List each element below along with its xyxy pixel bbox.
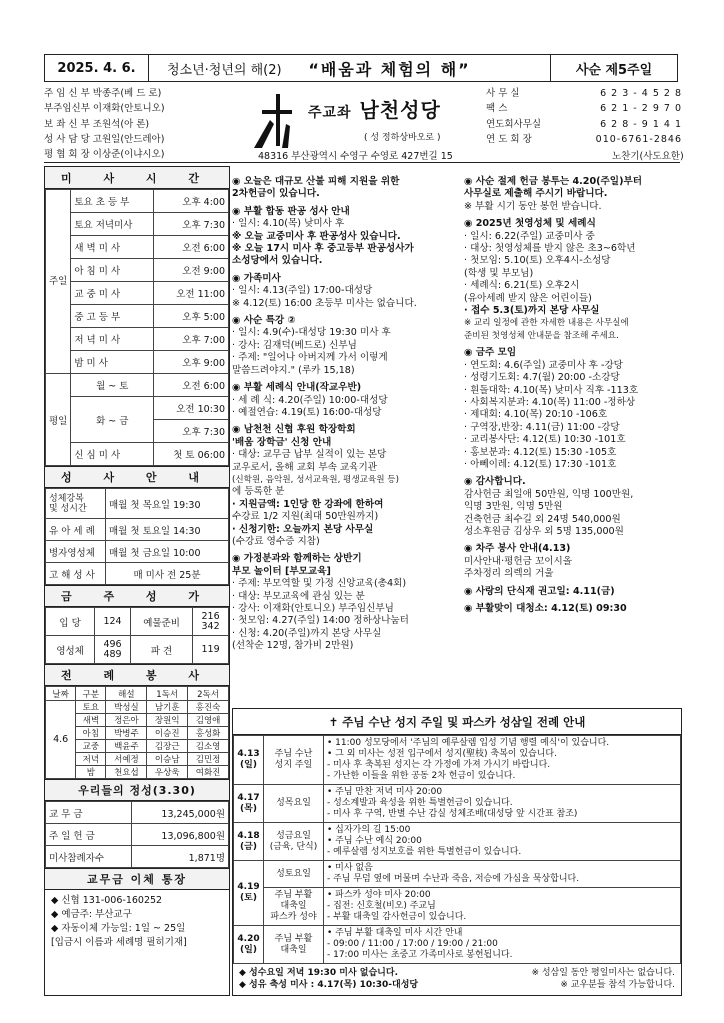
mass-time: 오후 7:00 bbox=[154, 328, 229, 351]
hw-details: • 미사 없음 - 주님 무덤 옆에 머물며 수난과 죽음, 저승에 가심을 묵상합니다. bbox=[324, 861, 681, 888]
mass-name: 아 침 미 사 bbox=[71, 259, 154, 282]
notice-item: ◉ 사순 특강 ② · 일시: 4.9(수)-대성당 19:30 미사 후 · 강사: 김재덕(베드로) 신부님 · 주제: "일어나 아버지께 가서 이렇게 말씀드려야지." (루카 15,18) bbox=[232, 315, 391, 376]
clergy-row: 평 협 회 장 이상준(이냐시오) bbox=[44, 149, 165, 161]
hymn-label: 파 견 bbox=[130, 636, 192, 664]
mass-name: 신 심 미 사 bbox=[71, 443, 154, 466]
mass-name: 교 중 미 사 bbox=[71, 282, 154, 305]
servers-cell: 김영애 bbox=[188, 714, 229, 727]
contact-row: 연 도 회 장 010-6761-2846 bbox=[486, 133, 682, 145]
sunday-label: 주일 bbox=[46, 190, 71, 374]
sacraments-table bbox=[45, 488, 229, 585]
contact-row: 사 무 실 6 2 3 - 4 5 2 8 bbox=[486, 88, 682, 99]
notice-item: ◉ 사랑의 단식재 권고일: 4.11(금) bbox=[464, 585, 615, 597]
mass-name: 토요 저녁미사 bbox=[71, 213, 154, 236]
year-theme: 청소년·청년의 해(2) bbox=[167, 62, 282, 78]
servers-cell: 홍성화 bbox=[188, 727, 229, 740]
holy-week-title: ✝ 주님 수난 성지 주일 및 파스카 성삼일 전례 안내 bbox=[233, 709, 681, 735]
church-address: 48316 부산광역시 수영구 수영로 427번길 15 bbox=[258, 151, 453, 162]
notice-item: ◉ 부활 합동 판공 성사 안내 · 일시: 4.10(목) 낮미사 후 ※ 오늘 교중미사 후 판공성사 있습니다. ※ 오늘 17시 미사 후 중고등부 판공성사가 소성당에서 있습니다. bbox=[232, 205, 414, 267]
offering-label: 교 무 금 bbox=[46, 802, 132, 824]
sacrament-time: 매 미사 전 25분 bbox=[106, 563, 229, 585]
servers-cell: 이승진 bbox=[147, 727, 188, 740]
hymn-credit: 노찬기(사도요한) bbox=[612, 151, 684, 162]
mass-times-title: 미 사 시 간 bbox=[45, 167, 229, 189]
servers-cell: 우상욱 bbox=[147, 766, 188, 779]
servers-title: 전 례 봉 사 bbox=[45, 664, 229, 686]
notice-item: ◉ 부활맞이 대청소: 4.12(토) 09:30 bbox=[464, 603, 627, 614]
hw-date: 4.13 (일) bbox=[234, 736, 264, 785]
servers-cell: 백윤주 bbox=[106, 740, 147, 753]
servers-cell: 박성실 bbox=[106, 701, 147, 714]
servers-header: 구분 bbox=[76, 687, 106, 701]
offering-label: 주 일 헌 금 bbox=[46, 824, 132, 846]
hymn-label: 예물준비 bbox=[130, 608, 192, 636]
notice-item: ◉ 가족미사 · 일시: 4.13(주일) 17:00-대성당 ※ 4.12(토) 16:00 초등부 미사는 없습니다. bbox=[232, 272, 417, 309]
clergy-list bbox=[44, 86, 246, 162]
servers-cell: 여화진 bbox=[188, 766, 229, 779]
servers-cell: 교중 bbox=[76, 740, 106, 753]
servers-cell: 새벽 bbox=[76, 714, 106, 727]
servers-cell: 김민정 bbox=[188, 753, 229, 766]
sacraments-title: 성 사 안 내 bbox=[45, 466, 229, 488]
servers-cell: 밤 bbox=[76, 766, 106, 779]
servers-cell: 김장근 bbox=[147, 740, 188, 753]
mass-name: 월 ~ 토 bbox=[71, 374, 154, 397]
mass-name: 화 ~ 금 bbox=[71, 397, 154, 443]
mass-time: 오전 10:30 bbox=[154, 397, 229, 420]
church-name: 주교좌 남천성당 bbox=[308, 98, 441, 122]
servers-cell: 정은아 bbox=[106, 714, 147, 727]
sacrament-name: 고 해 성 사 bbox=[46, 563, 106, 585]
hw-details: • 11:00 성모당에서 '주님의 예루살렘 입성 기념 행렬 예식'이 있습니다. • 그 외 미사는 성전 입구에서 성지(聖枝) 축복이 있습니다. - 미사 후 축복된 성지는 각 가정에 가져 가시기 바랍니다. - 가난한 이들을 위한 공동 2차 헌금이 있습니다. bbox=[324, 736, 681, 785]
bank-line: [입금시 이름과 세례명 필히기재] bbox=[51, 937, 187, 948]
contact-row: 연도회사무실 6 2 8 - 9 1 4 1 bbox=[486, 118, 682, 130]
notices-middle bbox=[232, 176, 460, 658]
mass-time: 오후 4:00 bbox=[154, 190, 229, 213]
offering-table bbox=[45, 801, 229, 868]
hymn-label: 영성체 bbox=[46, 636, 95, 664]
church-patron: ( 성 정하상바오로 ) bbox=[364, 133, 441, 143]
notices-right bbox=[464, 176, 682, 620]
notice-item: ◉ 차주 봉사 안내(4.13) 미사안내·평헌금 꼬이시올 주차정리 의렉의 거울 bbox=[464, 543, 573, 580]
sacrament-time: 매월 첫 목요일 19:30 bbox=[106, 489, 229, 519]
clergy-row: 주 임 신 부 박종주(베 드 로) bbox=[44, 88, 162, 99]
sacrament-time: 매월 첫 금요일 10:00 bbox=[106, 541, 229, 563]
clergy-row: 보 좌 신 부 조원석(아 론) bbox=[44, 118, 150, 130]
holy-week-table bbox=[233, 735, 681, 964]
sacrament-name: 병자영성체 bbox=[46, 541, 106, 563]
servers-cell: 박병주 bbox=[106, 727, 147, 740]
servers-header: 1독서 bbox=[147, 687, 188, 701]
hw-details: • 주님 부활 대축일 미사 시간 안내 - 09:00 / 11:00 / 17:00 / 19:00 / 21:00 - 17:00 미사는 초중고 가족미사로 봉헌됩니다. bbox=[324, 926, 681, 964]
hw-name: 성금요일 (금육, 단식) bbox=[264, 823, 324, 861]
servers-header: 날짜 bbox=[46, 687, 76, 701]
hymn-number: 216 342 bbox=[193, 608, 229, 636]
offering-value: 1,871명 bbox=[131, 846, 228, 868]
mass-time: 오후 9:00 bbox=[154, 351, 229, 374]
hw-foot-note: ◆ 성수요일 저녁 19:30 미사 없습니다. bbox=[239, 968, 398, 978]
bank-line: ◆ 예금주: 부산교구 bbox=[51, 909, 132, 920]
theme-title: “배움과 체험의 해” bbox=[229, 55, 551, 81]
sacrament-name: 유 아 세 례 bbox=[46, 519, 106, 541]
servers-cell: 서예정 bbox=[106, 753, 147, 766]
notice-item: ◉ 오늘은 대규모 산불 피해 지원을 위한 2차헌금이 있습니다. bbox=[232, 176, 400, 200]
mass-time: 오후 5:00 bbox=[154, 305, 229, 328]
cross-logo-icon bbox=[252, 90, 302, 150]
clergy-row: 부주임신부 이재화(안토니오) bbox=[44, 103, 165, 115]
offering-value: 13,245,000원 bbox=[131, 802, 228, 824]
hymn-number: 496 489 bbox=[95, 636, 131, 664]
bank-line: ◆ 자동이체 가능일: 1일 ~ 25일 bbox=[51, 923, 186, 934]
hw-details: • 주님 만찬 저녁 미사 20:00 - 성소계발과 육성을 위한 특별헌금이 있습니다. - 미사 후 구역, 반별 수난 감실 성체조배(대성당 앞 시간표 참조) bbox=[324, 785, 681, 823]
left-column bbox=[44, 166, 230, 996]
notice-item: ◉ 사순 절제 헌금 봉투는 4.20(주일)부터 사무실로 제출해 주시기 바랍니다. ※ 부활 시기 동안 봉헌 받습니다. bbox=[464, 176, 642, 212]
servers-cell: 홍진숙 bbox=[188, 701, 229, 714]
mass-name: 중 고 등 부 bbox=[71, 305, 154, 328]
mass-name: 저 녁 미 사 bbox=[71, 328, 154, 351]
mass-time: 오전 11:00 bbox=[154, 282, 229, 305]
servers-cell: 이승남 bbox=[147, 753, 188, 766]
mass-time: 오전 6:00 bbox=[154, 374, 229, 397]
mass-time: 오후 7:30 bbox=[154, 420, 229, 443]
servers-cell: 김소영 bbox=[188, 740, 229, 753]
hw-details: • 십자가의 길 15:00 • 주님 수난 예식 20:00 - 예루살렘 성지보호를 위한 특별헌금이 있습니다. bbox=[324, 823, 681, 861]
hymns-title: 금 주 성 가 bbox=[45, 585, 229, 607]
notice-item: ◉ 감사합니다. 감사헌금 최일애 50만원, 익명 100만원, 익명 3만원, 익명 5만원 건축헌금 최수길 외 24명 540,000원 성소후원금 김상우 외 5명 135,000원 bbox=[464, 476, 634, 537]
hymns-table bbox=[45, 607, 229, 664]
offering-label: 미사참례자수 bbox=[46, 846, 132, 868]
offering-value: 13,096,800원 bbox=[131, 824, 228, 846]
servers-header: 해설 bbox=[106, 687, 147, 701]
servers-date: 4.6 bbox=[46, 701, 76, 779]
contact-row: 팩 스 6 2 1 - 2 9 7 0 bbox=[486, 103, 682, 115]
bank-title: 교무금 이체 통장 bbox=[45, 868, 229, 890]
hw-name: 주님 수난 성지 주일 bbox=[264, 736, 324, 785]
clergy-row: 성 사 담 당 고원일(안드레아) bbox=[44, 133, 165, 145]
hw-date: 4.20 (일) bbox=[234, 926, 264, 964]
hw-foot-note: ※ 성삼일 동안 평일미사는 없습니다. bbox=[531, 968, 675, 978]
holy-week-box bbox=[232, 708, 682, 996]
header-bar bbox=[44, 54, 678, 82]
weekday-label: 평일 bbox=[46, 374, 71, 466]
mass-time: 오전 6:00 bbox=[154, 236, 229, 259]
servers-header: 2독서 bbox=[188, 687, 229, 701]
hw-date: 4.18 (금) bbox=[234, 823, 264, 861]
hw-name: 주님 부활 대축일 파스카 성야 bbox=[264, 888, 324, 926]
notice-item: ◉ 부활 세례식 안내(작교우반) · 세 례 식: 4.20(주일) 10:00-대성당 · 예절연습: 4.19(토) 16:00-대성당 bbox=[232, 382, 388, 418]
mass-name: 밤 미 사 bbox=[71, 351, 154, 374]
mass-time: 첫 토 06:00 bbox=[154, 443, 229, 466]
holy-week-footer bbox=[233, 964, 681, 994]
servers-table bbox=[45, 686, 229, 779]
hw-name: 주님 부활 대축일 bbox=[264, 926, 324, 964]
servers-cell: 남기훈 bbox=[147, 701, 188, 714]
servers-cell: 장원익 bbox=[147, 714, 188, 727]
mass-name: 새 벽 미 사 bbox=[71, 236, 154, 259]
servers-cell: 천요섭 bbox=[106, 766, 147, 779]
hw-name: 성목요일 bbox=[264, 785, 324, 823]
liturgical-sunday: 사순 제5주일 bbox=[575, 62, 653, 78]
divider bbox=[44, 162, 680, 163]
hymn-number: 124 bbox=[95, 608, 131, 636]
bank-line: ◆ 신협 131-006-160252 bbox=[51, 895, 163, 906]
notice-item: ◉ 2025년 첫영성체 및 세례식 · 일시: 6.22(주일) 교중미사 중 · 대상: 첫영성체를 받지 않은 초3~6학년 · 첫모임: 5.10(토) 오후4시-소성당 (학생 및 부모님) · 세례식: 6.21(토) 오후2시 (유아세례 받지 않은 어린이들) · 접수 5.3(토)까지 본당 사무실 ※ 교리 일정에 관한 자세한 내용은 사무실에 준비된 첫영성체 안내문을 참조해 주세요. bbox=[464, 218, 636, 341]
notice-item: ◉ 남천천 신협 후원 학장학회 '배움 장학금' 신청 안내 · 대상: 교무금 납부 실적이 있는 본당 교우로서, 올해 교회 부속 교육기관 (신학원, 음악원, 성서교육원, 평생교육원 등) 에 등록한 분 · 지원금액: 1인당 한 강좌에 한하여 수강료 1/2 지원(최대 50만원까지) · 신청기한: 오늘까지 본당 사무실 (수강료 영수증 지참) bbox=[232, 424, 399, 547]
hw-date: 4.19 (토) bbox=[234, 861, 264, 926]
mass-name: 토요 초 등 부 bbox=[71, 190, 154, 213]
servers-cell: 토요 bbox=[76, 701, 106, 714]
servers-cell: 저녁 bbox=[76, 753, 106, 766]
hw-foot-note: ※ 교우분들 참석 가능합니다. bbox=[560, 980, 675, 990]
hw-foot-note: ◆ 성유 축성 미사 : 4.17(목) 10:30-대성당 bbox=[239, 980, 419, 990]
hymn-label: 입 당 bbox=[46, 608, 95, 636]
notice-item: ◉ 가정분과와 함께하는 상반기 부모 놀이터 [부모교육] · 주제: 부모역할 및 가정 신앙교육(총4회) · 대상: 부모교육에 관심 있는 분 · 강사: 이재화(안토니오) 부주임신부님 · 첫모임: 4.27(주일) 14:00 정하상나눔터 · 신청: 4.20(주일)까지 본당 사무실 (선착순 12명, 참가비 2만원) bbox=[232, 553, 409, 652]
offering-title: 우리들의 정성(3.30) bbox=[45, 779, 229, 801]
mass-time: 오전 9:00 bbox=[154, 259, 229, 282]
sacrament-time: 매월 첫 토요일 14:30 bbox=[106, 519, 229, 541]
servers-cell: 아침 bbox=[76, 727, 106, 740]
church-logo bbox=[252, 90, 480, 152]
bank-info bbox=[45, 890, 229, 954]
notice-item: ◉ 금주 모임 · 연도회: 4.6(주일) 교중미사 후 -강당 · 성령기도회: 4.7(월) 20:00 -소강당 · 흰돌대학: 4.10(목) 낮미사 직후 -113호 · 사회복지분과: 4.10(목) 11:00 -정하상 · 제대회: 4.10(목) 20:10 -106호 · 구역장,반장: 4.11(금) 11:00 -강당 · 교리봉사단: 4.12(토) 10:30 -101호 · 홍보분과: 4.12(토) 15:30 -105호 · 아뻬이레: 4.12(토) 17:30 -101호 bbox=[464, 347, 639, 470]
mass-time: 오후 7:30 bbox=[154, 213, 229, 236]
sacrament-name: 성체강복 및 성시간 bbox=[46, 489, 106, 519]
hw-details: • 파스카 성야 미사 20:00 - 집전: 신호철(비오) 주교님 - 부활 대축일 감사헌금이 있습니다. bbox=[324, 888, 681, 926]
contact-list bbox=[486, 86, 682, 147]
bulletin-date: 2025. 4. 6. bbox=[45, 55, 149, 81]
hw-date: 4.17 (목) bbox=[234, 785, 264, 823]
hymn-number: 119 bbox=[193, 636, 229, 664]
mass-times-table bbox=[45, 189, 229, 466]
hw-name: 성토요일 bbox=[264, 861, 324, 888]
